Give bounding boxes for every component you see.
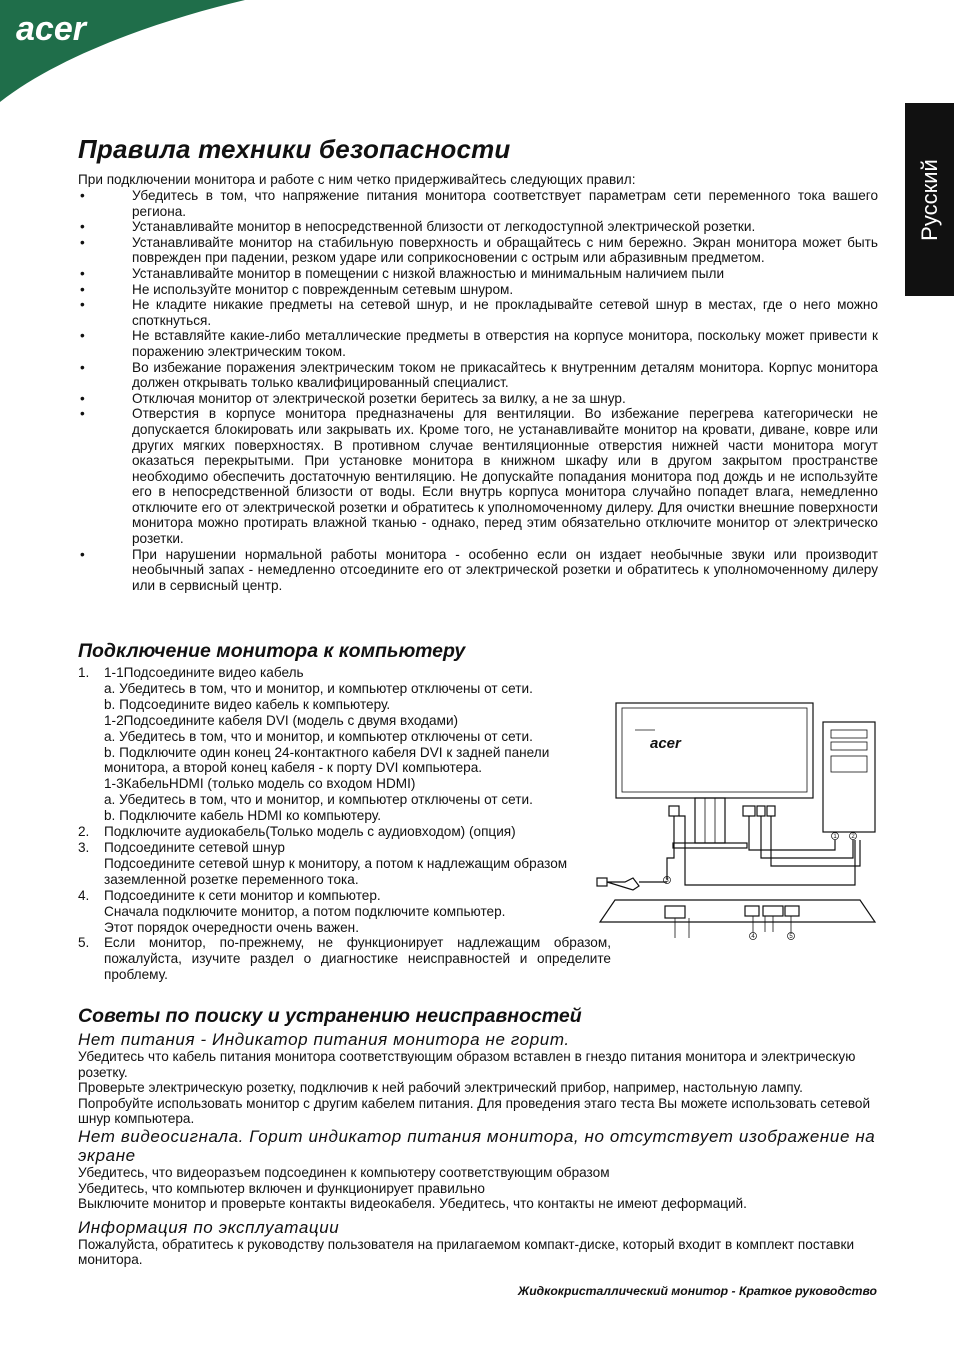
monitor-back [616, 703, 813, 798]
step-1b-title: 1-2Подсоедините кабеля DVI (модель с двумя входами) [104, 712, 459, 728]
step-3-text: Подсоедините сетевой шнур к монитору, а потом к надлежащим образом заземленной розетке переменного тока. [104, 855, 568, 887]
step-1a-title: 1-1Подсоедините видео кабель [104, 665, 304, 680]
safety-intro: При подключении монитора и работе с ним четко придерживайтесь следующих правил: [78, 172, 636, 187]
step-1c-item: a. Убедитесь в том, что и монитор, и компьютер отключены от сети. [104, 792, 533, 808]
safety-rule: • Не вставляйте какие-либо металлические предметы в отверстия на корпусе монитора, поскольку может привести к поражению электрическим током. [78, 328, 878, 359]
step-number: 5. [78, 935, 90, 951]
diagram-callout: 3 [665, 878, 669, 884]
step-number: 2. [78, 824, 90, 840]
connect-steps [78, 665, 611, 983]
no-power-tip: Убедитесь что кабель питания монитора соответствующим образом вставлен в гнездо питания монитора и электрическую розетку. [78, 1049, 856, 1080]
safety-rule: • Устанавливайте монитор в помещении с низкой влажностью и минимальным наличием пыли [78, 266, 878, 282]
no-video-tip: Убедитесь, что видеоразъем подсоединен к компьютеру соответствующим образом [78, 1164, 610, 1180]
step-4-title: Подсоедините к сети монитор и компьютер. [104, 887, 381, 903]
safety-rule: • При нарушении нормальной работы монитора - особенно если он издает необычные звуки или производит необычный запах - немедленно отсоедините его от электрической розетки и обратитесь к уполномоченному дилеру или в сервисный центр. [78, 547, 878, 594]
step-number: 3. [78, 839, 90, 855]
diagram-callout: 5 [789, 934, 793, 940]
step-4-line: Этот порядок очередности очень важен. [104, 919, 359, 935]
step-1b-item: b. Подключите один конец 24-контактного кабеля DVI к задней панели монитора, а второй конец кабеля - к порту DVI компьютера. [104, 744, 550, 776]
footer-right: Краткое руководство [738, 1284, 877, 1298]
monitor-stand [695, 798, 725, 843]
safety-rule: • Устанавливайте монитор в непосредственной близости от легкодоступной электрической розетки. [78, 219, 878, 235]
step-1c-title: 1-3КабельHDMI (только модель со входом HDMI) [104, 776, 416, 792]
no-power-tip: Проверьте электрическую розетку, подключив к ней рабочий электрический прибор, например, настольную лампу. [78, 1080, 803, 1096]
power-plug [597, 878, 607, 886]
info-text: Пожалуйста, обратитесь к руководству пользователя на прилагаемом компакт-диске, который входит в комплект поставки монитора. [78, 1236, 855, 1268]
no-video-heading: Нет видеосигнала. Горит индикатор питания монитора, но отсутствует изображение на экране [78, 1126, 876, 1165]
troubleshoot-section [78, 1030, 878, 1268]
diagram-logo: acer [650, 735, 681, 752]
diagram-callout: 1 [833, 834, 837, 840]
language-label: Русский [916, 158, 942, 241]
safety-title: Правила техники безопасности [78, 134, 511, 164]
safety-rule: • Во избежание поражения электрическим током не прикасайтесь к внутренним деталям монитора. Корпус монитора должен открывать только квалифицированный специалист. [78, 360, 878, 391]
step-4 [78, 888, 611, 936]
connection-diagram [595, 700, 880, 955]
step-1b-item: a. Убедитесь в том, что и монитор, и компьютер отключены от сети. [104, 728, 533, 744]
page-footer [518, 1284, 877, 1298]
safety-rule: • Не используйте монитор с поврежденным сетевым шнуром. [78, 282, 878, 298]
step-3-title: Подсоедините сетевой шнур [104, 839, 285, 855]
safety-rule: • Убедитесь в том, что напряжение питания монитора соответствует параметрам сети переменного тока вашего региона. [78, 188, 878, 219]
step-2-text: Подключите аудиокабель(Только модель с аудиовходом) (опция) [104, 824, 516, 840]
diagram-callout: 4 [751, 934, 755, 940]
footer-sep: - [728, 1284, 739, 1298]
step-1a-item: b. Подсоедините видео кабель к компьютеру. [104, 696, 391, 712]
safety-rule: • Не кладите никакие предметы на сетевой шнур, и не прокладывайте сетевой шнур в местах, где о него можно споткнуться. [78, 297, 878, 328]
step-5-text: Если монитор, по-прежнему, не функционирует надлежащим образом, пожалуйста, изучите раздел о диагностике неисправностей и определите проблему. [104, 935, 611, 983]
no-video-tip: Убедитесь, что компьютер включен и функционирует правильно [78, 1180, 485, 1196]
language-tab [905, 103, 954, 296]
safety-rule: • Отверстия в корпусе монитора предназначены для вентиляции. Во избежание перегрева категорически не допускается блокировать или закрывать их. Кроме того, не устанавливайте монитор на кровати, диване, ковре или других мягких поверхностях. В противном случае вентиляционные отверстия нижней части монитора могут оказаться перекрытыми. При установке монитора в книжном шкафу или в другом закрытом пространстве необходимо обеспечить достаточную вентиляцию. Не допускайте попадания монитора под дождь и не используйте его в непосредственной близости от воды. Если внутрь корпуса монитора случайно попадет влага, немедленно отключите его от электрической розетки и обратитесь к уполномоченному дилеру. Для очистки внешние поверхности монитора можно протирать влажной тканью - однако, перед этим обязательно отключите монитор от электрическо розетки. [78, 406, 878, 546]
step-2 [78, 824, 611, 840]
info-heading: Информация по эксплуатации [78, 1217, 340, 1237]
no-power-heading: Нет питания - Индикатор питания монитора не горит. [78, 1030, 570, 1049]
diagram-callout: 2 [851, 834, 855, 840]
troubleshoot-title: Советы по поиску и устранению неисправностей [78, 1005, 582, 1027]
step-number: 1. [78, 665, 90, 680]
connect-title: Подключение монитора к компьютеру [78, 640, 466, 662]
step-5 [78, 935, 611, 983]
step-4-line: Сначала подключите монитор, а потом подключите компьютер. [104, 903, 506, 919]
acer-logo: acer [16, 10, 86, 48]
step-1a-item: a. Убедитесь в том, что и монитор, и компьютер отключены от сети. [104, 680, 533, 696]
monitor-bottom [600, 900, 875, 922]
step-1 [78, 665, 611, 824]
no-video-tip: Выключите монитор и проверьте контакты видеокабеля. Убедитесь, что контакты не имеют деформаций. [78, 1196, 747, 1212]
safety-rule: • Отключая монитор от электрической розетки беритесь за вилку, а не за шнур. [78, 391, 878, 407]
brand-corner [0, 0, 260, 105]
safety-rules [78, 188, 878, 593]
safety-rule: • Устанавливайте монитор на стабильную поверхность и обращайтесь с ним бережно. Экран монитора может быть поврежден при падении, резком ударе или соприкосновении с острым или абразивным предметом. [78, 235, 878, 266]
step-number: 4. [78, 887, 90, 903]
footer-left: Жидкокристаллический монитор [517, 1284, 729, 1298]
step-3 [78, 840, 611, 888]
pc-tower [823, 722, 875, 832]
no-power-tip: Попробуйте использовать монитор с другим кабелем питания. Для проведения этаго теста Вы можете использовать сетевой шнур компьютера. [78, 1095, 871, 1127]
step-1c-item: b. Подключите кабель HDMI ко компьютеру. [104, 808, 381, 824]
